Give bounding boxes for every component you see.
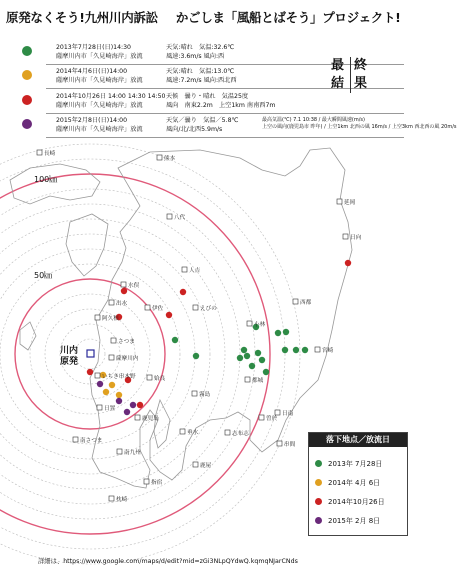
title-main: 原発なくそう!九州川内訴訟 — [6, 10, 158, 25]
landing-dot — [124, 409, 130, 415]
city-label: さつま — [118, 339, 135, 345]
landing-dot — [130, 402, 136, 408]
event-datetime: 2014年10月26日 14:00 14:30 14:50 — [56, 93, 166, 100]
city-marker — [109, 300, 114, 305]
city-marker — [111, 338, 116, 343]
event-wind: 風向/北/北西5.9m/s — [166, 125, 223, 133]
city-label: 宮崎 — [322, 348, 334, 354]
city-marker — [225, 430, 230, 435]
footer-link[interactable]: 詳細は、https://www.google.com/maps/d/edit?mid=zGi3NLpQYdwQ.kqmqNJarCNds — [38, 558, 298, 565]
city-marker — [121, 282, 126, 287]
landing-dot — [244, 353, 250, 359]
city-marker — [109, 496, 114, 501]
city-26[interactable] — [293, 298, 312, 306]
page-title — [6, 8, 401, 26]
event-place: 薩摩川内市「久見崎海岸」放流 — [56, 76, 143, 84]
legend-label: 2014年10月26日 — [328, 498, 385, 506]
city-marker — [147, 375, 152, 380]
event-wind: 風速:7.2m/s 風向:西北西 — [166, 76, 237, 84]
city-label: 出水 — [116, 301, 128, 307]
plant-marker — [87, 350, 94, 357]
landing-dot — [255, 350, 261, 356]
city-17[interactable] — [117, 448, 141, 456]
landing-dot — [302, 347, 308, 353]
legend-dot — [315, 517, 322, 524]
event-extra1: 最高気温(℃) 7.1 10:38 / 最大瞬間風速(m/s) — [262, 117, 365, 123]
event-weather: 天気:晴れ 気温:13.0℃ — [166, 68, 235, 75]
city-marker — [180, 429, 185, 434]
city-label: 曽於 — [266, 416, 278, 422]
city-marker — [193, 462, 198, 467]
city-label: 枕崎 — [116, 497, 128, 503]
legend-item — [315, 497, 385, 507]
city-label: 霧島 — [199, 392, 211, 398]
city-label: 南九州 — [124, 450, 141, 456]
city-27[interactable] — [315, 346, 334, 354]
city-marker — [117, 449, 122, 454]
legend-label: 2013年 7月28日 — [328, 460, 383, 468]
city-label: 串間 — [284, 442, 296, 448]
legend-dot — [315, 498, 322, 505]
city-marker — [73, 437, 78, 442]
legend — [308, 432, 408, 536]
ring-minor — [0, 219, 225, 489]
event-weather: 天候 曇り・晴れ 気温25度 — [166, 93, 249, 100]
city-label: 阿久根 — [102, 316, 119, 322]
event-wind: 風速:3.6m/s 風向:西 — [166, 52, 225, 60]
city-15[interactable] — [97, 404, 116, 412]
city-marker — [182, 267, 187, 272]
koshiki-coast — [20, 322, 36, 350]
city-marker — [135, 415, 140, 420]
event-dot — [22, 46, 32, 56]
city-16[interactable] — [73, 436, 102, 444]
city-2[interactable] — [167, 213, 186, 221]
event-dot — [22, 119, 32, 129]
title-sub: かごしま「風船とばそう」プロジェクト! — [175, 10, 401, 25]
city-label: 薩摩川内 — [116, 356, 139, 362]
landing-dot — [116, 392, 122, 398]
landing-dot — [87, 369, 93, 375]
event-place: 薩摩川内市「久見崎海岸」放流 — [56, 125, 143, 133]
legend-item — [315, 516, 380, 526]
landing-dot — [121, 288, 127, 294]
landing-dot — [249, 363, 255, 369]
landing-dot — [241, 347, 247, 353]
legend-label: 2015年 2月 8日 — [328, 517, 381, 525]
city-25[interactable] — [247, 320, 266, 328]
event-separator — [46, 113, 404, 114]
landing-points — [87, 260, 351, 415]
legend-header: 落下地点／放流日 — [309, 433, 407, 447]
city-marker — [337, 199, 342, 204]
ring-minor — [0, 189, 255, 519]
event-datetime: 2015年2月8日(日)14:00 — [56, 117, 128, 124]
event-dot — [22, 95, 32, 105]
city-29[interactable] — [277, 440, 296, 448]
city-marker — [315, 347, 320, 352]
landing-dot — [172, 337, 178, 343]
city-label: 垂水 — [187, 430, 199, 436]
city-marker — [109, 355, 114, 360]
ring-minor — [0, 249, 195, 459]
city-12[interactable] — [147, 374, 166, 382]
landing-dot — [237, 355, 243, 361]
legend-dot — [315, 460, 322, 467]
city-label: 南さつま — [80, 438, 103, 444]
final-divider — [350, 57, 351, 93]
city-marker — [259, 415, 264, 420]
event-datetime: 2014年4月6日(日)14:00 — [56, 68, 128, 75]
final-char-3: 終 — [354, 58, 368, 73]
city-11[interactable] — [95, 372, 136, 380]
city-9[interactable] — [111, 338, 135, 345]
city-label: 指宿 — [151, 480, 163, 486]
landing-dot — [116, 398, 122, 404]
event-weather: 天気:晴れ 気温:32.6℃ — [166, 44, 235, 51]
city-0[interactable] — [37, 149, 56, 157]
amakusa-coast — [66, 214, 108, 276]
city-label: 小林 — [254, 322, 266, 328]
city-marker — [37, 150, 42, 155]
legend-dot — [315, 479, 322, 486]
city-marker — [247, 321, 252, 326]
landing-dot — [97, 381, 103, 387]
city-marker — [193, 305, 198, 310]
city-label: えびの — [200, 306, 217, 312]
city-7[interactable] — [145, 304, 164, 312]
city-label: 都城 — [252, 378, 264, 384]
event-weather: 天気／曇り 気温／5.8℃ — [166, 117, 239, 124]
legend-item — [315, 459, 382, 469]
city-5[interactable] — [109, 299, 128, 307]
event-datetime: 2013年7月28日(日)14:30 — [56, 44, 131, 51]
landing-dot — [137, 402, 143, 408]
city-marker — [157, 155, 162, 160]
event-separator — [46, 137, 404, 138]
final-char-1: 最 — [331, 58, 345, 73]
final-result-label — [331, 55, 373, 95]
city-1[interactable] — [157, 154, 176, 162]
event-dot — [22, 70, 32, 80]
city-22[interactable] — [225, 429, 249, 437]
ring-minor — [0, 159, 285, 549]
landing-dot — [103, 389, 109, 395]
city-label: 日南 — [282, 411, 294, 417]
city-6[interactable] — [95, 314, 119, 322]
city-label: 人吉 — [189, 268, 201, 274]
city-marker — [95, 315, 100, 320]
city-marker — [192, 391, 197, 396]
city-label: 長崎 — [44, 151, 56, 157]
city-marker — [145, 305, 150, 310]
landing-dot — [193, 353, 199, 359]
city-marker — [95, 373, 100, 378]
ring-label-100: 100㎞ — [34, 175, 58, 184]
city-30[interactable] — [337, 198, 356, 206]
city-marker — [343, 234, 348, 239]
landing-dot — [180, 289, 186, 295]
final-char-4: 果 — [354, 76, 368, 91]
city-label: 水俣 — [128, 283, 140, 289]
nagasaki-coast — [10, 164, 100, 204]
event-wind: 風向 南東2.2m 上空1km 南南西7m — [166, 101, 276, 109]
city-28[interactable] — [275, 409, 294, 417]
city-24[interactable] — [245, 376, 264, 384]
landing-dot — [259, 357, 265, 363]
landing-dot — [282, 347, 288, 353]
nuclear-plant[interactable] — [60, 344, 94, 367]
landing-dot — [283, 329, 289, 335]
plant-label-2: 原発 — [60, 357, 79, 367]
city-marker — [275, 410, 280, 415]
city-label: 熊本 — [164, 156, 176, 162]
city-label: 八代 — [174, 215, 186, 221]
city-13[interactable] — [192, 390, 211, 398]
city-3[interactable] — [182, 266, 201, 274]
city-label: 日置 — [104, 406, 116, 412]
city-10[interactable] — [109, 354, 139, 362]
city-18[interactable] — [109, 495, 128, 503]
landing-dot — [109, 382, 115, 388]
plant-label-1: 川内 — [60, 346, 79, 356]
final-char-2: 結 — [331, 76, 345, 91]
city-label: 姶良 — [154, 376, 166, 382]
event-place: 薩摩川内市「久見崎海岸」放流 — [56, 101, 143, 109]
landing-dot — [166, 312, 172, 318]
city-14[interactable] — [135, 414, 159, 422]
city-31[interactable] — [343, 233, 362, 241]
event-place: 薩摩川内市「久見崎海岸」放流 — [56, 52, 143, 60]
city-8[interactable] — [193, 304, 217, 312]
city-marker — [144, 479, 149, 484]
city-label: 西都 — [300, 300, 312, 306]
landing-dot — [345, 260, 351, 266]
city-21[interactable] — [193, 461, 212, 469]
city-label: 伊佐 — [152, 306, 164, 312]
city-marker — [97, 405, 102, 410]
city-marker — [277, 441, 282, 446]
city-20[interactable] — [180, 428, 199, 436]
city-label: 延岡 — [344, 200, 356, 206]
city-marker — [293, 299, 298, 304]
ring-label-50: 50㎞ — [34, 271, 53, 280]
city-marker — [167, 214, 172, 219]
legend-item — [315, 478, 380, 488]
city-label: 日向 — [350, 235, 362, 241]
city-marker — [245, 377, 250, 382]
city-label: 鹿屋 — [200, 463, 212, 469]
city-label: 志布志 — [232, 431, 249, 437]
city-label: いちき串木野 — [102, 374, 136, 380]
legend-label: 2014年 4月 6日 — [328, 479, 381, 487]
landing-dot — [293, 347, 299, 353]
event-extra2: 上空の風向(鹿児島市 昨年) / 上空1km 北西の風 16m/s / 上空3km 西北西の風 20m/s — [262, 124, 457, 130]
landing-dot — [263, 369, 269, 375]
city-label: 鹿児島 — [142, 416, 159, 422]
landing-dot — [275, 330, 281, 336]
